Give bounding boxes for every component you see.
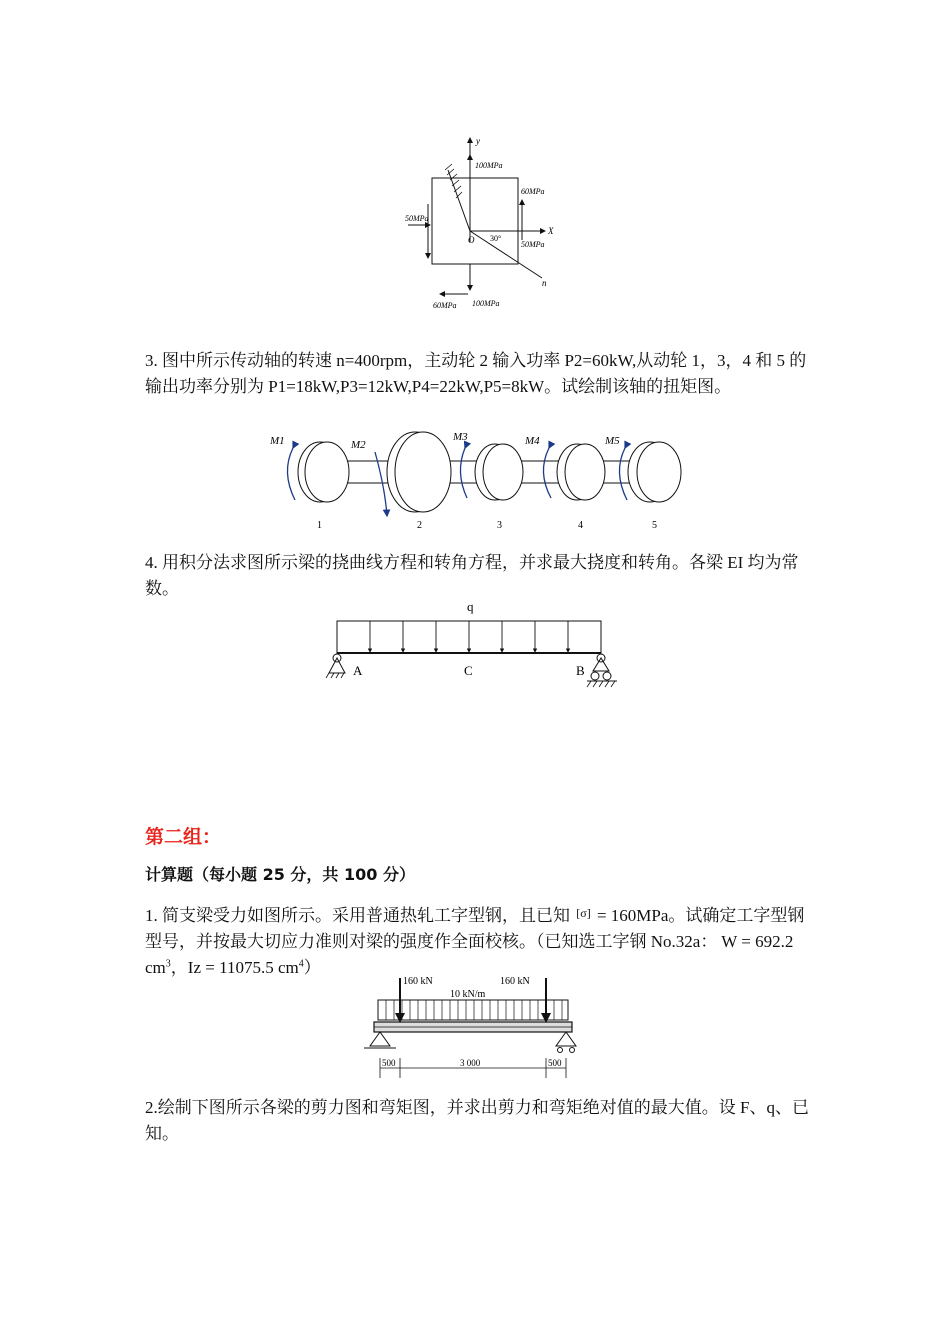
moment-label-3: M3	[453, 431, 468, 443]
moment-label-2: M2	[351, 439, 366, 451]
n-label: n	[542, 278, 547, 288]
angle-label: 30°	[490, 234, 502, 243]
right-normal-label: 50MPa	[521, 240, 545, 249]
dim-mid: 3 000	[460, 1058, 481, 1068]
bottom-shear-label: 60MPa	[433, 301, 457, 310]
dim-right: 500	[548, 1058, 562, 1068]
distributed-load-arrows	[370, 621, 568, 652]
y-axis-label: y	[476, 136, 480, 146]
group-2-question-1-text	[145, 900, 810, 981]
load-label-q: q	[467, 599, 474, 614]
allowable-stress-symbol: [σ]	[576, 906, 591, 920]
beam-q-figure	[325, 595, 625, 695]
calc-questions-heading: 计算题（每小题 25 分，共 100 分）	[145, 865, 415, 884]
wheel-number-4: 4	[578, 520, 583, 531]
question-4-text: 4. 用积分法求图所示梁的挠曲线方程和转角方程，并求最大挠度和转角。各梁 EI 均为常数。	[145, 553, 799, 598]
stress-element-square	[432, 178, 518, 264]
top-stress-label: 100MPa	[475, 161, 503, 170]
moment-label-5: M5	[605, 435, 620, 447]
right-load-label: 160 kN	[500, 976, 530, 987]
left-support	[370, 1032, 390, 1046]
x-axis-label: X	[548, 226, 554, 236]
question-3-text: 3. 图中所示传动轴的转速 n=400rpm，主动轮 2 输入功率 P2=60kW,从动轮 1，3，4 和 5 的输出功率分别为 P1=18kW,P3=12kW,P4=22kW,P5=8kW。试绘制该轴的扭矩图。	[145, 351, 807, 396]
q1-text-after: = 160MPa。试确定工字型钢型号，并按最大切应力准则对梁的强度作全面校核。（已知选工字钢 No.32a： W = 692.2 cm	[145, 906, 805, 977]
wheel-number-5: 5	[652, 520, 657, 531]
wheel-number-2: 2	[417, 520, 422, 531]
origin-label: O	[468, 235, 475, 245]
normal-line-n	[470, 231, 542, 278]
moment-label-1: M1	[270, 435, 285, 447]
left-load-label: 160 kN	[403, 976, 433, 987]
q1-text-mid: ，Iz = 11075.5 cm	[170, 958, 299, 977]
point-label-c: C	[464, 663, 473, 678]
stress-element-figure	[400, 130, 570, 315]
q1-sup-3: 3	[165, 958, 171, 970]
point-label-a: A	[353, 663, 363, 678]
dim-left: 500	[382, 1058, 396, 1068]
q1-sup-4: 4	[298, 958, 304, 970]
wheel-number-1: 1	[317, 520, 322, 531]
group-2-heading: 第二组：	[145, 826, 222, 848]
beam-point-loads-figure	[360, 970, 590, 1085]
moment-arrow-1	[287, 448, 295, 500]
shaft-figure	[265, 428, 695, 538]
dist-load-label: 10 kN/m	[450, 989, 486, 1000]
wheel-number-3: 3	[497, 520, 502, 531]
q1-text-before: 1. 简支梁受力如图所示。采用普通热轧工字型钢，且已知	[145, 906, 570, 925]
point-label-b: B	[576, 663, 585, 678]
left-normal-label: 50MPa	[405, 214, 429, 223]
bottom-stress-label: 100MPa	[472, 299, 500, 308]
q1-text-end: ）	[303, 958, 321, 977]
right-shear-label: 60MPa	[521, 187, 545, 196]
right-support	[556, 1032, 576, 1046]
hatch-marks	[445, 164, 462, 198]
moment-label-4: M4	[525, 435, 540, 447]
group-2-question-2-text: 2.绘制下图所示各梁的剪力图和弯矩图，并求出剪力和弯矩绝对值的最大值。设 F、q、已知。	[145, 1098, 809, 1143]
